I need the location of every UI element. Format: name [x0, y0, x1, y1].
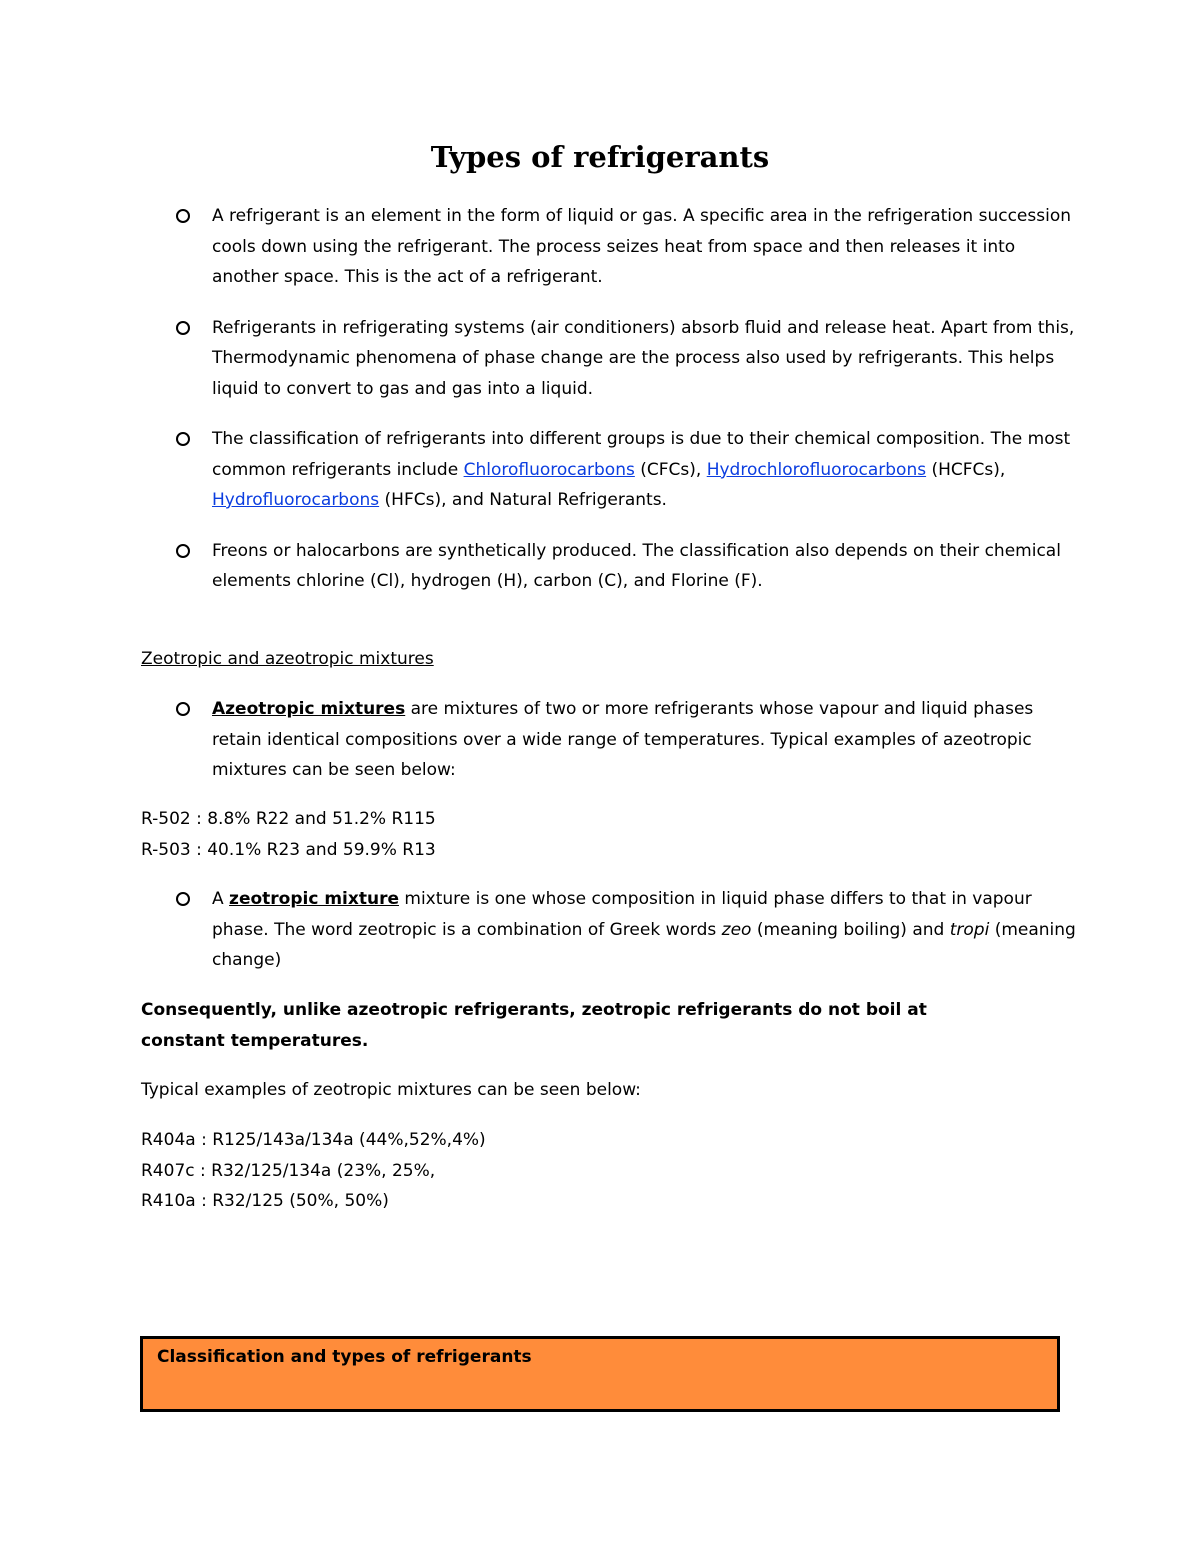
example-line: R407c : R32/125/134a (23%, 25%, [141, 1160, 436, 1181]
azeotropic-bullet-list [176, 694, 1076, 786]
zeotropic-bullet-list [176, 884, 1076, 976]
box-label: Classification and types of refrigerants [157, 1347, 532, 1367]
bullet-text: are mixtures of two or more refrigerants whose vapour and liquid phases retain identical compositions over a wide range of temperatures. Typical examples of azeotropic mixtures can be seen below: [212, 699, 1034, 780]
list-item [176, 884, 1076, 976]
bullet-text-mid: (HCFCs), [926, 459, 1006, 480]
example-line: R410a : R32/125 (50%, 50%) [141, 1191, 389, 1211]
zeotropic-intro: Typical examples of zeotropic mixtures can be seen below: [141, 1080, 641, 1100]
classification-box [140, 1336, 1060, 1412]
bullet-text: (meaning change) [212, 919, 1076, 970]
example-line: R-502 : 8.8% R22 and 51.2% R115 [141, 809, 436, 829]
bullet-text-pre: A [212, 889, 230, 909]
example-line: R404a : R125/143a/134a (44%,52%,4%) [141, 1130, 486, 1150]
page-title: Types of refrigerants [430, 140, 770, 174]
intro-bullet-list [176, 201, 1076, 597]
bullet-text: A refrigerant is an element in the form of liquid or gas. A specific area in the refrigeration succession cools down using the refrigerant. The process seizes heat from space and then releases it into another space. This is the act of a refrigerant. [212, 206, 1071, 287]
azeotropic-examples [141, 804, 1071, 865]
bullet-text-mid: (CFCs), [634, 459, 707, 480]
circle-bullet-icon [176, 209, 190, 223]
section-heading: Zeotropic and azeotropic mixtures [141, 649, 434, 669]
italic-word-zeo: zeo [721, 919, 752, 940]
bold-statement: Consequently, unlike azeotropic refrigerants, zeotropic refrigerants do not boil at constant temperatures. [141, 1000, 927, 1051]
link-hydrofluorocarbons[interactable]: Hydrofluorocarbons [212, 490, 380, 510]
bullet-text: mixture is one whose composition in liquid phase differs to that in vapour phase. The word zeotropic is a combination of Greek words [212, 889, 1032, 940]
circle-bullet-icon [176, 892, 190, 906]
circle-bullet-icon [176, 544, 190, 558]
zeotropic-term: zeotropic mixture [229, 889, 399, 909]
link-hydrochlorofluorocarbons[interactable]: Hydrochlorofluorocarbons [706, 459, 927, 480]
zeotropic-examples [141, 1125, 1071, 1217]
italic-word-tropi: tropi [949, 919, 990, 940]
list-item [176, 313, 1076, 405]
list-item [176, 201, 1076, 293]
bullet-text-pre: The classification of refrigerants into different groups is due to their chemical composition. The most common refrigerants include [212, 429, 1071, 480]
circle-bullet-icon [176, 702, 190, 716]
circle-bullet-icon [176, 321, 190, 335]
bullet-text: (meaning boiling) and [751, 919, 950, 940]
bullet-text-post: (HFCs), and Natural Refrigerants. [379, 490, 667, 510]
list-item [176, 424, 1076, 516]
circle-bullet-icon [176, 432, 190, 446]
bullet-text: Freons or halocarbons are synthetically produced. The classification also depends on their chemical elements chlorine (Cl), hydrogen (H), carbon (C), and Florine (F). [212, 540, 1061, 591]
azeotropic-term: Azeotropic mixtures [212, 699, 406, 719]
link-chlorofluorocarbons[interactable]: Chlorofluorocarbons [463, 459, 635, 480]
bullet-text: Refrigerants in refrigerating systems (air conditioners) absorb fluid and release heat. Apart from this, Thermodynamic phenomena of phase change are the process also used by refrigerants. This helps liquid to convert to gas and gas into a liquid. [212, 317, 1075, 399]
example-line: R-503 : 40.1% R23 and 59.9% R13 [141, 839, 436, 860]
list-item [176, 694, 1076, 786]
list-item [176, 536, 1076, 597]
